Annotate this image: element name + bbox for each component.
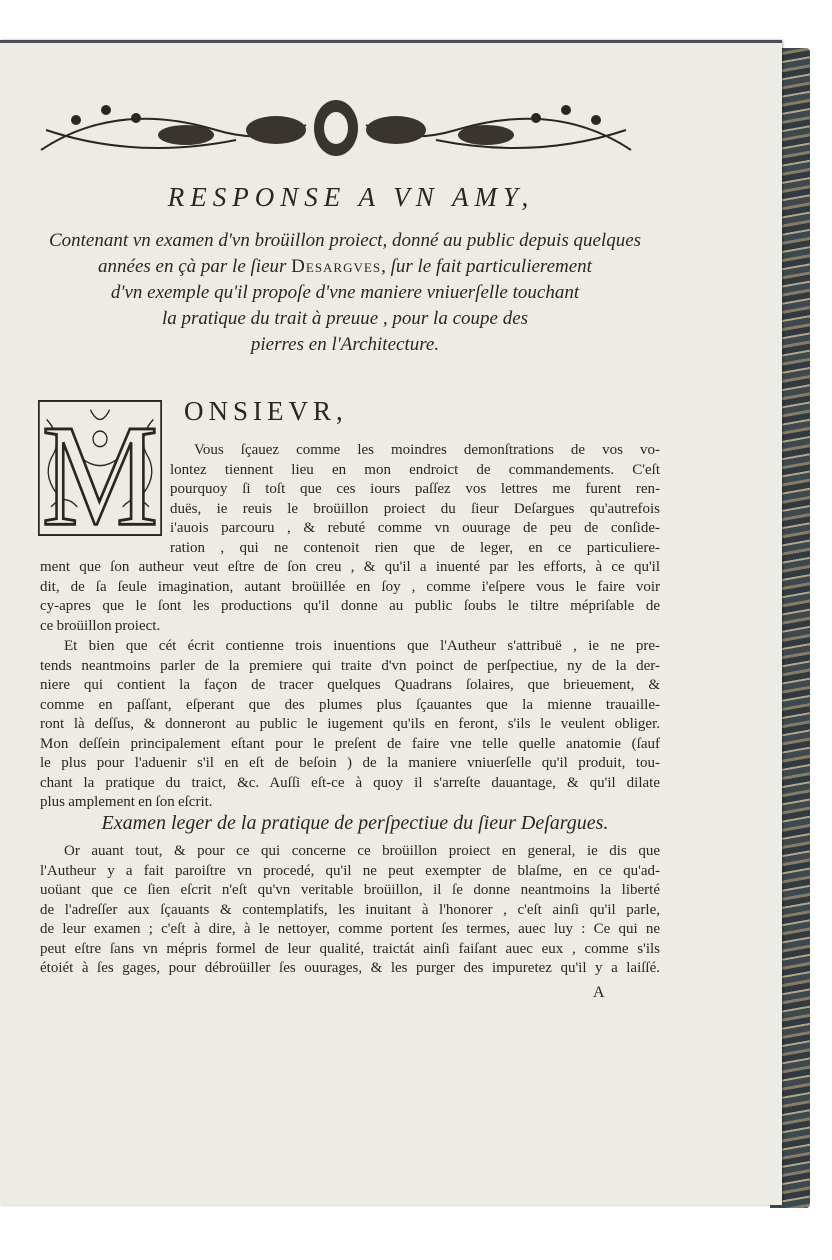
subtitle-line — [30, 332, 660, 358]
author-name: Desargves — [291, 256, 382, 277]
page-title: RESPONSE A VN AMY, — [167, 182, 535, 212]
subtitle-text: la pratique du trait à preuue , pour la coupe des — [161, 308, 529, 329]
text-line: i'auois parcouru , & rebuté comme vn ouurage de peu de conſide- — [170, 520, 660, 536]
text-line: Mon deſſein principalement eſtant pour le preſent de faire vne telle quelle anatomie (ſauf — [40, 735, 660, 752]
paragraph-3 — [40, 842, 660, 979]
text-line: cy-apres que le ſont les productions qu'il donne au public ſoubs le tiltre mépriſable de — [40, 598, 660, 614]
subtitle-text: années en çà par le ſieur — [98, 256, 292, 277]
signature-mark: A — [593, 984, 605, 1001]
text-line: Or auant tout, & pour ce qui concerne ce broüillon proiect en general, ie dis que — [64, 843, 660, 859]
text-line: de l'adreſſer aux ſçauants & contemplatifs, les inuitant à l'honorer , c'eſt ainſi qu'il parle, — [40, 901, 660, 918]
text-line: ment que ſon autheur veut eſtre de ſon creu , & qu'il a inuenté par les efforts, à ce qu'il — [40, 559, 660, 575]
text-line: Et bien que cét écrit contienne trois inuentions que l'Autheur s'attribuë , ie ne pre- — [64, 638, 660, 654]
text-line: peut eſtre ſans vn mépris formel de leur qualité, traictát ainſi faiſant auec eux , comme s'ils — [40, 940, 660, 957]
subtitle-line — [30, 280, 660, 306]
text-line: Vous ſçauez comme les moindres demonſtrations de vos vo- — [194, 442, 660, 458]
text-line: l'Autheur y a fait paroiſtre vn procedé, qu'il ne peut exempter de blaſme, en ce qu'ad- — [40, 862, 660, 879]
subtitle-text: , ſur le fait particulierement — [381, 256, 592, 277]
ornamental-headpiece — [36, 90, 636, 166]
text-line: tends neantmoins parler de la premiere qui traite d'vn poinct de perſpectiue, ny de la der- — [40, 657, 660, 674]
salutation: ONSIEVR, — [184, 396, 348, 426]
text-line: étoiét à ſes gages, pour débroüiller ſes ouurages, & les purger des impuretez qu'il y a laiſſé. — [40, 960, 660, 976]
text-line: ration , qui ne contenoit rien que de leger, en ce particuliere- — [170, 539, 660, 556]
text-line: ront là deſſus, & donneront au public le iugement qu'ils en feront, s'ils le veulent obliger. — [40, 716, 660, 732]
section-heading: Examen leger de la pratique de perſpectiue du ſieur Deſargues. — [101, 812, 609, 834]
text-line: le plus pour l'aduenir s'il en eſt de beſoin ) de la maniere vniuerſelle qu'il produit, tou- — [40, 755, 660, 771]
text-line: uoüant que ce ſien eſcrit n'eſt qu'vn veritable broüillon, il ſe donne neantmoins la liberté — [40, 882, 660, 898]
text-line: dit, de ſa ſeule imagination, autant broüillée en ſoy , comme i'eſpere vous le faire voir — [40, 578, 660, 595]
subtitle-line — [30, 306, 660, 332]
subtitle-line — [30, 254, 660, 280]
paragraph-1-continued — [40, 558, 660, 636]
text-line: pourquoy ſi toſt que ces iours paſſez vos lettres me furent ren- — [170, 481, 660, 497]
text-line: ce broüillon proiect. — [40, 617, 161, 634]
text-line: niere qui contient la façon de tracer quelques Quadrans ſolaires, que brieuement, & — [40, 677, 660, 693]
subtitle-text: d'vn exemple qu'il propoſe d'vne maniere vniuerſelle touchant — [110, 282, 580, 303]
subtitle-text: pierres en l'Architecture. — [250, 334, 440, 355]
subtitle-text: Contenant vn examen d'vn broüillon proiect, donné au public depuis quelques — [48, 230, 642, 251]
decorated-initial-M — [38, 400, 162, 536]
text-line: lontez tiennent lieu en mon endroict de commandements. C'eſt — [170, 461, 660, 478]
subtitle-line — [30, 228, 660, 254]
text-line: comme en paſſant, eſperant que des plumes plus ſçauantes que la mienne trauaille- — [40, 696, 660, 713]
text-line: chant la pratique du traict, &c. Auſſi eſt-ce à quoy il s'arreſte dauantage, & qu'il dilate — [40, 774, 660, 791]
paragraph-2 — [40, 637, 660, 813]
text-line: de leur examen ; c'eſt à dire, à le nettoyer, comme portent ſes termes, auec luy : Ce qui ne — [40, 921, 660, 937]
text-line: plus amplement en ſon eſcrit. — [40, 794, 213, 810]
paragraph-1-indented — [170, 441, 660, 558]
subtitle — [30, 228, 660, 358]
drop-cap-letter: M — [41, 400, 159, 536]
text-line: duës, ie reuis le broüillon proiect du ſieur Deſargues qu'autrefois — [170, 500, 660, 517]
